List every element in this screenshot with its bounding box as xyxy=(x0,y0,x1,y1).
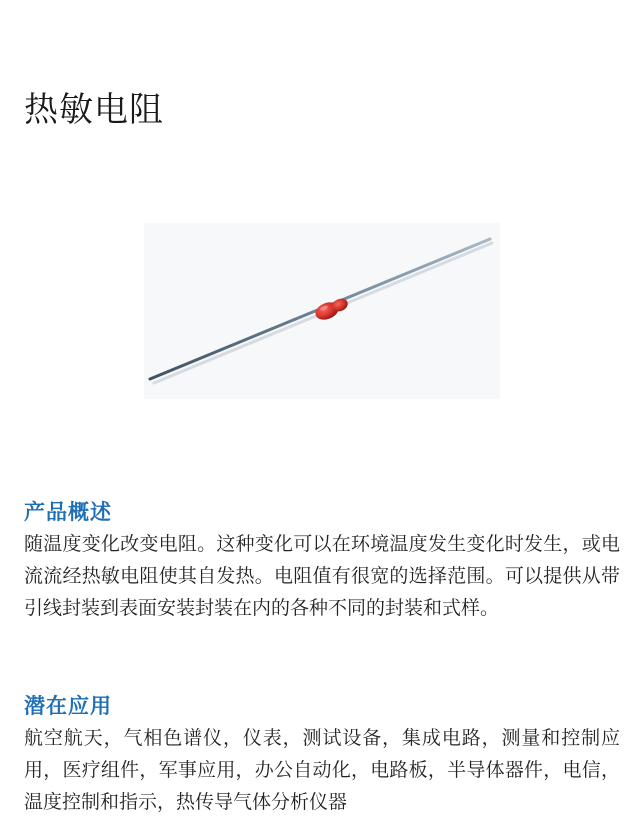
overview-section xyxy=(24,498,620,624)
applications-heading: 潜在应用 xyxy=(24,694,112,718)
page-title: 热敏电阻 xyxy=(24,90,164,130)
applications-text: 航空航天，气相色谱仪，仪表，测试设备，集成电路，测量和控制应用，医疗组件，军事应用，办公自动化，电路板，半导体器件，电信，温度控制和指示，热传导气体分析仪器 xyxy=(24,727,620,813)
overview-heading: 产品概述 xyxy=(24,500,112,524)
applications-section xyxy=(24,692,620,818)
overview-text: 随温度变化改变电阻。这种变化可以在环境温度发生变化时发生，或电流流经热敏电阻使其自发热。电阻值有很宽的选择范围。可以提供从带引线封装到表面安装封装在内的各种不同的封装和式样。 xyxy=(24,533,620,619)
thermistor-image xyxy=(144,223,500,399)
